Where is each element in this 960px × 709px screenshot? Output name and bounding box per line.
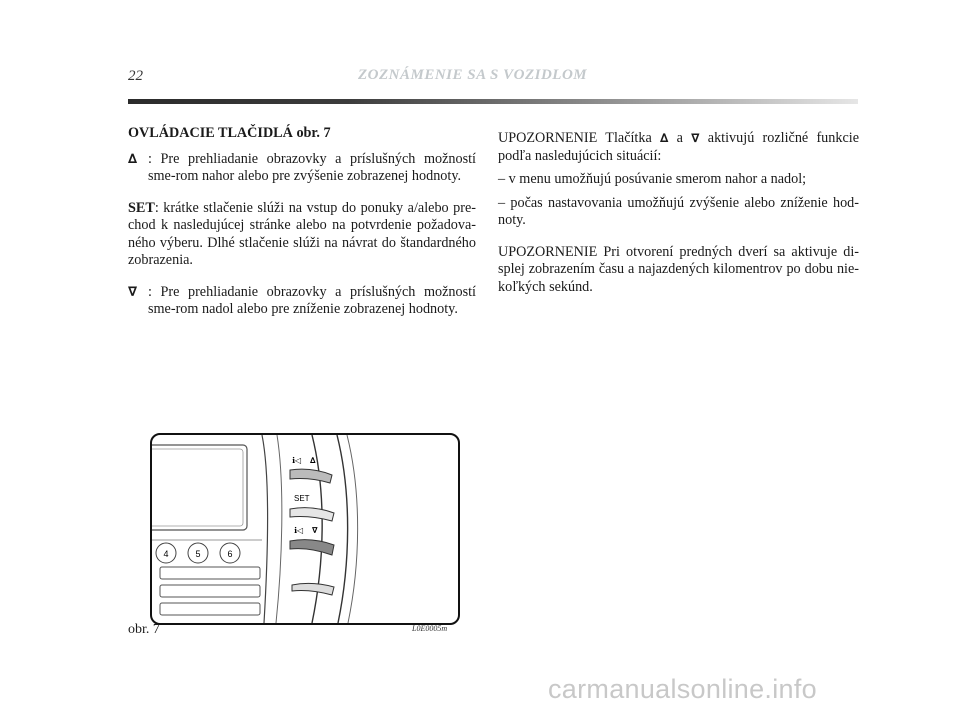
figure-caption: obr. 7 [128,622,160,637]
header-rule [128,99,858,104]
set-button-description [128,200,476,270]
down-button-text: : Pre prehliadanie obrazovky a príslušných možností sme-rom nadol alebo pre zníženie zobrazenej hodnoty. [148,283,476,317]
button-set [290,494,334,521]
button-down [290,526,334,555]
down-button-description [128,284,476,319]
triangle-down-icon: ∇ [691,131,700,145]
figure-dashboard-buttons [150,433,460,625]
svg-text:6: 6 [227,549,233,559]
dial-4 [156,543,176,563]
dial-5 [188,543,208,563]
triangle-up-icon: ∆ [128,151,138,167]
triangle-down-icon: ∇ [128,284,138,300]
running-title: ZOZNÁMENIE SA S VOZIDLOM [358,67,588,83]
page-number: 22 [128,68,143,84]
figure-code: L0E0005m [412,624,448,633]
dashboard-illustration [152,435,458,623]
note-doors: UPOZORNENIE Pri otvorení predných dverí sa aktivuje di-splej zobrazením času a najazdených kilomentrov po dobu nie-koľkých sekúnd. [498,243,859,295]
watermark: carmanualsonline.info [548,674,817,704]
svg-text:4: 4 [163,549,169,559]
svg-text:SET: SET [294,494,310,503]
note-buttons: UPOZORNENIE Tlačítka ∆ a ∇ aktivujú rozličné funkcie podľa nasledujúcich situácií: [498,130,859,164]
set-button-text: : krátke stlačenie slúži na vstup do ponuky a/alebo pre-chod k nasledujúcej stránke alebo na potvrdenie požadova-ného výberu. Dlhé stlačenie slúži na návrat do štandardného zobrazenia. [128,199,476,268]
left-column [128,125,476,319]
svg-text:5: 5 [195,549,201,559]
button-up [290,456,332,483]
svg-text:ℹ◁: ℹ◁ [292,456,302,465]
set-label: SET [128,199,155,216]
svg-text:∇: ∇ [312,526,318,535]
up-button-text: : Pre prehliadanie obrazovky a príslušných možností sme-rom nahor alebo pre zvýšenie zobrazenej hodnoty. [148,150,476,184]
svg-text:ℹ◁: ℹ◁ [294,526,304,535]
section-heading: OVLÁDACIE TLAČIDLÁ obr. 7 [128,125,331,141]
bullet-menu: – v menu umožňujú posúvanie smerom nahor a nadol; [498,171,807,187]
triangle-up-icon: ∆ [660,131,669,145]
svg-text:∆: ∆ [310,456,316,465]
right-column [498,130,859,296]
dial-6 [220,543,240,563]
up-button-description [128,151,476,186]
bullet-settings: – počas nastavovania umožňujú zvýšenie alebo zníženie hod-noty. [498,194,859,228]
